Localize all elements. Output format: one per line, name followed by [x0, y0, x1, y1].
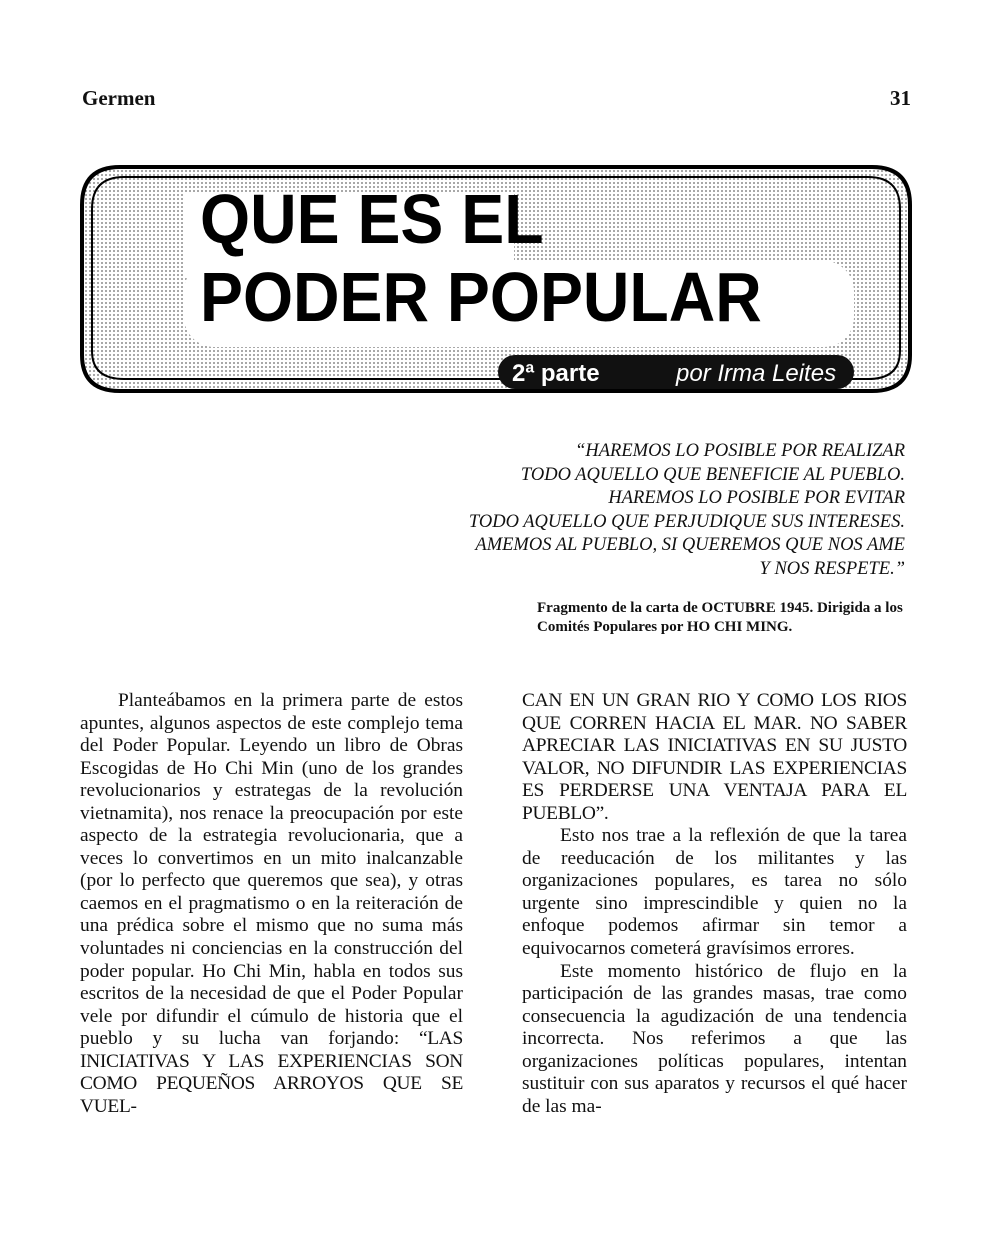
epigraph-line: AMEMOS AL PUEBLO, SI QUEREMOS QUE NOS AME	[475, 535, 905, 556]
left-column	[80, 690, 463, 1118]
epigraph-line: TODO AQUELLO QUE BENEFICIE AL PUEBLO.	[520, 464, 905, 485]
body-paragraph: Esto nos trae a la reflexión de que la tarea de reeducación de los militantes y las organizaciones populares, es tarea no sólo urgente sino imprescindible y quien no la enfoque podemos afirmar sin temor a equivocarnos cometerá gravísimos errores.	[522, 825, 907, 960]
page-number: 31	[890, 86, 911, 110]
quote-text: “LAS INICIATIVAS Y LAS EXPERIENCIAS SON COMO PEQUEÑOS ARROYOS QUE SE VUEL-	[80, 1028, 463, 1117]
epigraph-line: TODO AQUELLO QUE PERJUDIQUE SUS INTERESES.	[468, 511, 905, 532]
article-title	[200, 180, 762, 336]
epigraph-line: Y NOS RESPETE.”	[759, 558, 905, 579]
quote-continuation: CAN EN UN GRAN RIO Y COMO LOS RIOS QUE CORREN HACIA EL MAR. NO SABER APRECIAR LAS INICIATIVAS EN SU JUSTO VALOR, NO DIFUNDIR LAS EXPERIENCIAS ES PERDERSE UNA VENTAJA PARA EL PUEBLO”.	[522, 690, 907, 824]
right-column	[522, 690, 907, 1118]
author-byline: por Irma Leites	[676, 360, 837, 387]
epigraph-line: “HAREMOS LO POSIBLE POR REALIZAR	[575, 441, 905, 461]
body-paragraph: Este momento histórico de flujo en la participación de las grandes masas, trae como consecuencia la agudización de una tendencia incorrecta. Nos referimos a que las organizaciones políticas populares, intentan sustituir con sus aparatos y recursos el qué hacer de las ma-	[522, 960, 907, 1117]
publication-name: Germen	[82, 86, 156, 110]
epigraph-source: Fragmento de la carta de OCTUBRE 1945. Dirigida a los Comités Populares por HO CHI MING.	[537, 600, 903, 635]
paragraph-text: Planteábamos en la primera parte de estos apuntes, algunos aspectos de este complejo tema del Poder Popular. Leyendo un libro de Obras Escogidas de Ho Chi Min (uno de los grandes revolucionarios y estrategas de la revolución vietnamita), nos renace la preocupación por este aspecto de la estrategia revolucionaria, que a veces lo convertimos en un mito inalcanzable (por lo perfecto que queremos que sea), y otras caemos en el pragmatismo o en la reiteración de una prédica sobre el mismo que no suma más voluntades ni conciencias en la construcción del poder popular. Ho Chi Min, habla en todos sus escritos de la necesidad de que el Poder Popular vele por difundir el cúmulo de historia que el pueblo y su lucha van forjando:	[80, 690, 463, 1050]
title-line-1: QUE ES EL	[200, 180, 544, 258]
body-paragraph	[80, 690, 463, 1118]
epigraph-quote	[265, 440, 905, 582]
part-label: 2ª parte	[512, 360, 600, 387]
epigraph-line: HAREMOS LO POSIBLE POR EVITAR	[608, 488, 905, 509]
title-line-2: PODER POPULAR	[200, 258, 762, 336]
